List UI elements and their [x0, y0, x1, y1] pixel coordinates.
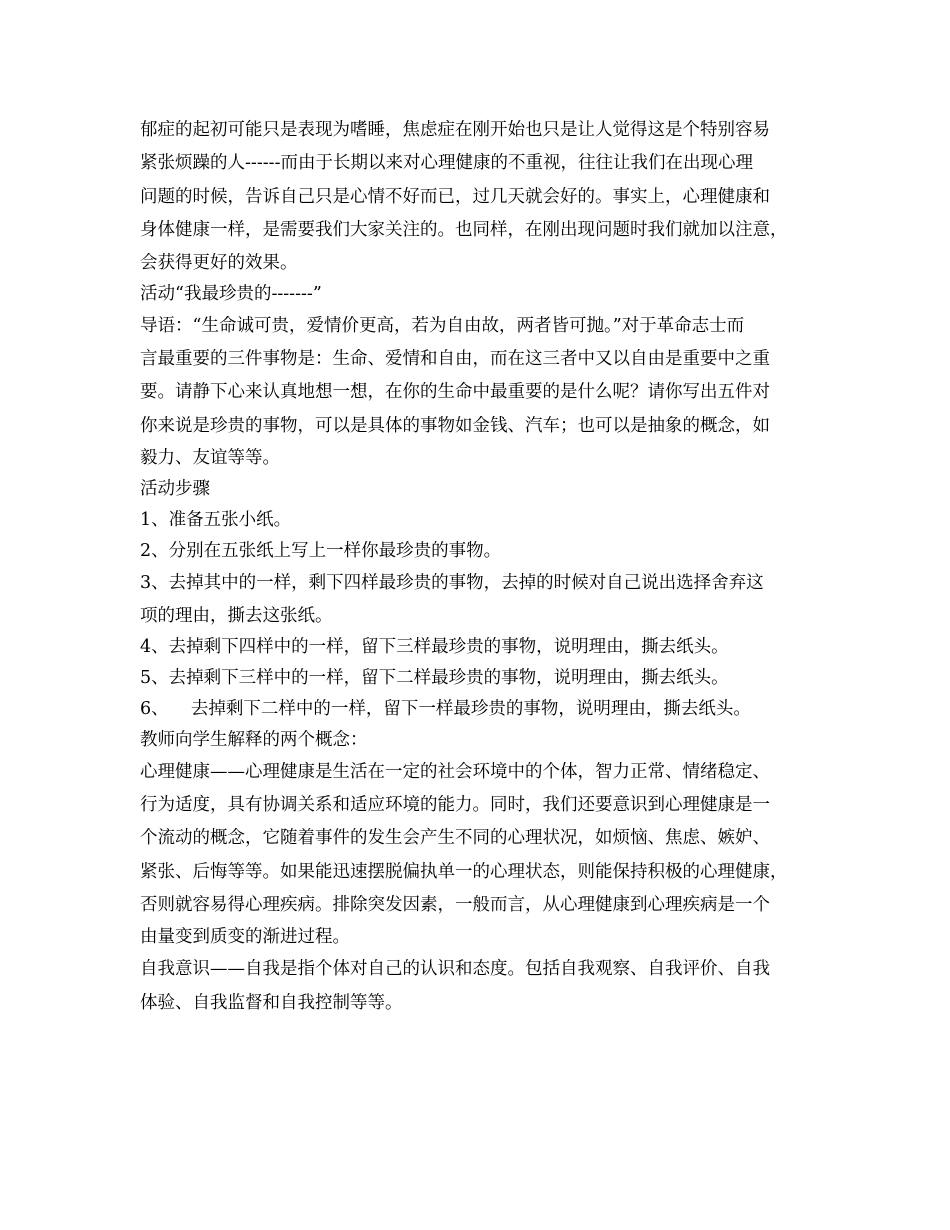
document-body — [140, 114, 830, 1020]
paragraph-line: 否则就容易得心理疾病。排除突发因素，一般而言，从心理健康到心理疾病是一个 — [140, 895, 770, 916]
paragraph-line: 由量变到质变的渐进过程。 — [140, 927, 350, 948]
paragraph-line: 毅力、友谊等等。 — [140, 448, 280, 469]
step-item: 2、分别在五张纸上写上一样你最珍贵的事物。 — [140, 541, 502, 562]
step-item: 6、 去掉剩下二样中的一样，留下一样最珍贵的事物，说明理由，撕去纸头。 — [140, 698, 751, 719]
paragraph-line: 紧张烦躁的人------而由于长期以来对心理健康的不重视，往往让我们在出现心理 — [140, 153, 753, 174]
paragraph-line: 会获得更好的效果。 — [140, 252, 298, 273]
paragraph-line: 心理健康——心理健康是生活在一定的社会环境中的个体，智力正常、情绪稳定、 — [140, 761, 770, 782]
paragraph-line: 郁症的起初可能只是表现为嗜睡，焦虑症在刚开始也只是让人觉得这是个特别容易 — [140, 120, 770, 140]
step-item: 4、去掉剩下四样中的一样，留下三样最珍贵的事物，说明理由，撕去纸头。 — [140, 636, 729, 657]
paragraph-line: 要。请静下心来认真地想一想，在你的生命中最重要的是什么呢？请你写出五件对 — [140, 382, 770, 403]
step-item: 5、去掉剩下三样中的一样，留下二样最珍贵的事物，说明理由，撕去纸头。 — [140, 667, 729, 688]
activity-heading: 活动“我最珍贵的-------” — [140, 283, 322, 304]
paragraph-line: 紧张、后悔等等。如果能迅速摆脱偏执单一的心理状态，则能保持积极的心理健康， — [140, 861, 788, 882]
step-item: 项的理由，撕去这张纸。 — [140, 605, 333, 626]
paragraph-line: 个流动的概念，它随着事件的发生会产生不同的心理状况，如烦恼、焦虑、嫉妒、 — [140, 828, 770, 849]
step-item: 3、去掉其中的一样，剩下四样最珍贵的事物，去掉的时候对自己说出选择舍弃这 — [140, 573, 764, 594]
paragraph-line: 言最重要的三件事物是：生命、爱情和自由，而在这三者中又以自由是重要中之重 — [140, 348, 770, 369]
paragraph-line: 你来说是珍贵的事物，可以是具体的事物如金钱、汽车；也可以是抽象的概念，如 — [140, 415, 770, 436]
paragraph-line: 自我意识——自我是指个体对自己的认识和态度。包括自我观察、自我评价、自我 — [140, 959, 770, 980]
paragraph-line: 行为适度，具有协调关系和适应环境的能力。同时，我们还要意识到心理健康是一 — [140, 794, 770, 815]
section-heading: 活动步骤 — [140, 479, 210, 500]
paragraph-line: 身体健康一样，是需要我们大家关注的。也同样，在刚出现问题时我们就加以注意， — [140, 220, 788, 241]
paragraph-line: 导语：“生命诚可贵，爱情价更高，若为自由故，两者皆可抛。”对于革命志士而 — [140, 315, 745, 336]
step-item: 1、准备五张小纸。 — [140, 510, 292, 531]
paragraph-line: 体验、自我监督和自我控制等等。 — [140, 992, 403, 1013]
paragraph-line: 问题的时候，告诉自己只是心情不好而已，过几天就会好的。事实上，心理健康和 — [140, 186, 770, 207]
section-heading: 教师向学生解释的两个概念： — [140, 729, 368, 750]
